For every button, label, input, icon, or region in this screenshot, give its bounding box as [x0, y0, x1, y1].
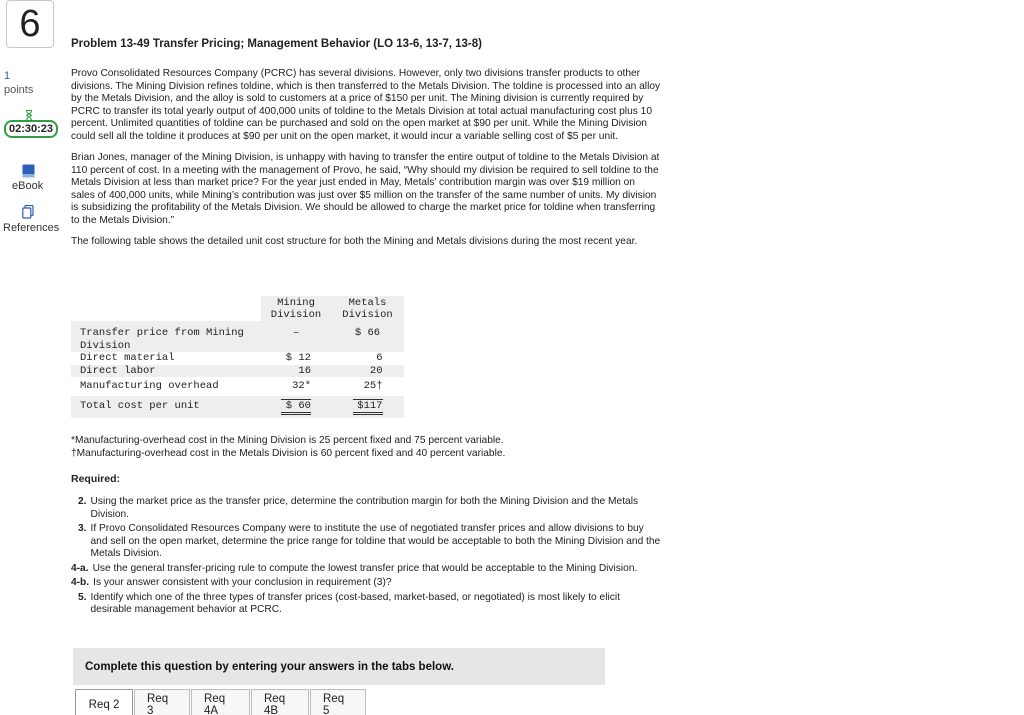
points-label: points — [4, 84, 34, 96]
problem-title: Problem 13-49 Transfer Pricing; Management Behavior (LO 13-6, 13-7, 13-8) — [71, 38, 482, 50]
table-row: Direct material $ 12 6 — [71, 352, 404, 365]
references-link[interactable]: References — [3, 222, 60, 234]
list-item: 4-b. Is your answer consistent with your conclusion in requirement (3)? — [71, 577, 392, 588]
list-item: 5. Identify which one of the three types of transfer prices (cost-based, market-based, or negotiated) is most likely to elicit desirable management behavior at PCRC. — [78, 591, 620, 615]
footnotes — [71, 434, 661, 460]
problem-paragraph-1: Provo Consolidated Resources Company (PCRC) has several divisions. However, only two divisions transfer products to other divisions. The Mining Division refines toldine, which is then transferred to the Metals Division. The toldine is processed into an alloy by the Metals Division, and the alloy is sold to customers at a price of $150 per unit. The Mining division is currently required by PCRC to transfer its total yearly output of 400,000 units of toldine to the Metals Division at total actual manufacturing cost plus 10 percent. Unlimited quantities of toldine can be purchased and sold on the open market at $90 per unit. While the Mining Division could sell all the toldine it produces at $90 per unit on the open market, it would incur a variable selling cost of $5 per unit. — [71, 68, 661, 142]
mining-division-header: Mining Division — [270, 297, 322, 321]
required-list — [71, 496, 661, 619]
problem-paragraph-3: The following table shows the detailed unit cost structure for both the Mining and Metals divisions during the most recent year. — [71, 236, 638, 247]
metals-division-header: Metals Division — [342, 297, 393, 321]
countdown-timer: 02:30:23 — [4, 120, 58, 138]
list-item: 3. If Provo Consolidated Resources Company were to institute the use of negotiated transfer prices and allow divisions to buy and sell on the open market, determine the price range for toldine that would be acceptable to both the Mining Division and the Metals Division. — [78, 523, 661, 559]
table-row-total: Total cost per unit $ 60 $117 — [71, 396, 404, 419]
tab-req-4a[interactable]: Req 4A — [191, 689, 250, 715]
table-row: Manufacturing overhead 32* 25† — [71, 377, 404, 396]
tab-req-3[interactable]: Req 3 — [134, 689, 190, 715]
required-heading: Required: — [71, 473, 121, 485]
footnote-metals: †Manufacturing-overhead cost in the Metals Division is 60 percent fixed and 40 percent variable. — [71, 448, 506, 459]
footnote-mining: *Manufacturing-overhead cost in the Mining Division is 25 percent fixed and 75 percent variable. — [71, 435, 504, 446]
tab-req-4b[interactable]: Req 4B — [251, 689, 309, 715]
list-item: 2. Using the market price as the transfer price, determine the contribution margin for both the Mining Division and the Metals Division. — [78, 496, 639, 520]
ebook-link[interactable]: eBook — [12, 180, 44, 192]
problem-content — [71, 38, 661, 258]
problem-paragraph-2: Brian Jones, manager of the Mining Division, is unhappy with having to transfer the entire output of toldine to the Metals Division at 110 percent of cost. In a meeting with the management of Provo, he said, “Why should my division be required to sell toldine to the Metals Division at less than market price? For the year just ended in May, Metals’ contribution margin was over $19 million on sales of 400,000 units, while Mining’s contribution was just over $5 million on the transfer of the same number of units. My division is subsidizing the profitability of the Metals Division. We should be allowed to charge the market price for toldine when transferring to the Metals Division.” — [71, 152, 660, 226]
unit-cost-table — [71, 296, 404, 418]
requirement-tabs — [75, 689, 367, 715]
question-number: 6 — [6, 0, 54, 48]
instructions-banner: Complete this question by entering your answers in the tabs below. — [73, 648, 605, 685]
tab-req-5[interactable]: Req 5 — [310, 689, 366, 715]
table-row: Direct labor 16 20 — [80, 364, 383, 377]
list-item: 4-a. Use the general transfer-pricing rule to compute the lowest transfer price that would be acceptable to the Mining Division. — [71, 562, 638, 574]
tab-req-2[interactable]: Req 2 — [75, 689, 133, 715]
table-row: Transfer price from Mining Division – $ 66 — [80, 327, 381, 352]
points-value: 1 — [4, 70, 11, 82]
